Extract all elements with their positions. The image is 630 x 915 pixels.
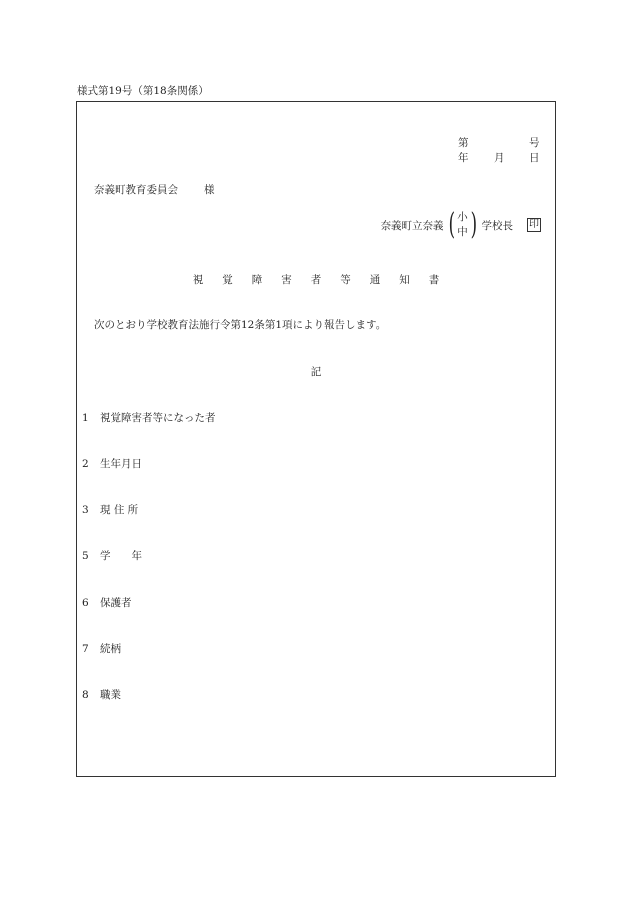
item-number: 8 (82, 689, 89, 701)
item-row (82, 502, 138, 517)
form-number: 様式第19号（第18条関係） (77, 85, 209, 97)
school-option-junior-high: 中 (457, 226, 468, 238)
item-number: 6 (82, 597, 89, 609)
item-label: 生年月日 (100, 458, 142, 470)
left-paren: ( (448, 207, 455, 242)
item-row (82, 595, 132, 610)
item-number: 1 (82, 412, 89, 424)
item-label: 保護者 (100, 597, 132, 609)
addressee (94, 182, 215, 197)
date-day-label: 日 (529, 152, 540, 164)
item-row (82, 548, 142, 563)
item-number: 5 (82, 550, 89, 562)
addressee-name: 奈義町教育委員会 (94, 184, 178, 196)
seal-mark: 印 (529, 219, 539, 230)
sender-title: 学校長 (481, 219, 513, 232)
sender-school-prefix: 奈義町立奈義 (380, 219, 444, 232)
item-label: 現 住 所 (100, 504, 139, 516)
item-row (82, 456, 142, 471)
ki-heading: 記 (310, 366, 322, 378)
form-frame (76, 101, 556, 777)
item-label: 続柄 (100, 643, 121, 655)
school-type-options (457, 210, 468, 240)
document-title: 視覚障害者等通知書 (192, 274, 459, 286)
item-row (82, 641, 121, 656)
date-month-label: 月 (494, 152, 505, 164)
school-option-elementary: 小 (457, 211, 468, 223)
item-label: 学 年 (100, 550, 142, 562)
item-number: 3 (82, 504, 89, 516)
item-number: 2 (82, 458, 89, 470)
date-year-label: 年 (458, 152, 469, 164)
reference-number-prefix: 第 (458, 137, 469, 149)
item-label: 職業 (100, 689, 121, 701)
item-row (82, 410, 216, 425)
school-type-bracket (446, 207, 480, 242)
right-paren: ) (470, 207, 477, 242)
item-number: 7 (82, 643, 89, 655)
statement-text: 次のとおり学校教育法施行令第12条第1項により報告します。 (94, 319, 387, 331)
sender (381, 208, 541, 242)
item-row (82, 687, 121, 702)
addressee-honorific: 様 (204, 184, 215, 196)
reference-number-suffix: 号 (529, 137, 540, 149)
item-label: 視覚障害者等になった者 (100, 412, 216, 424)
